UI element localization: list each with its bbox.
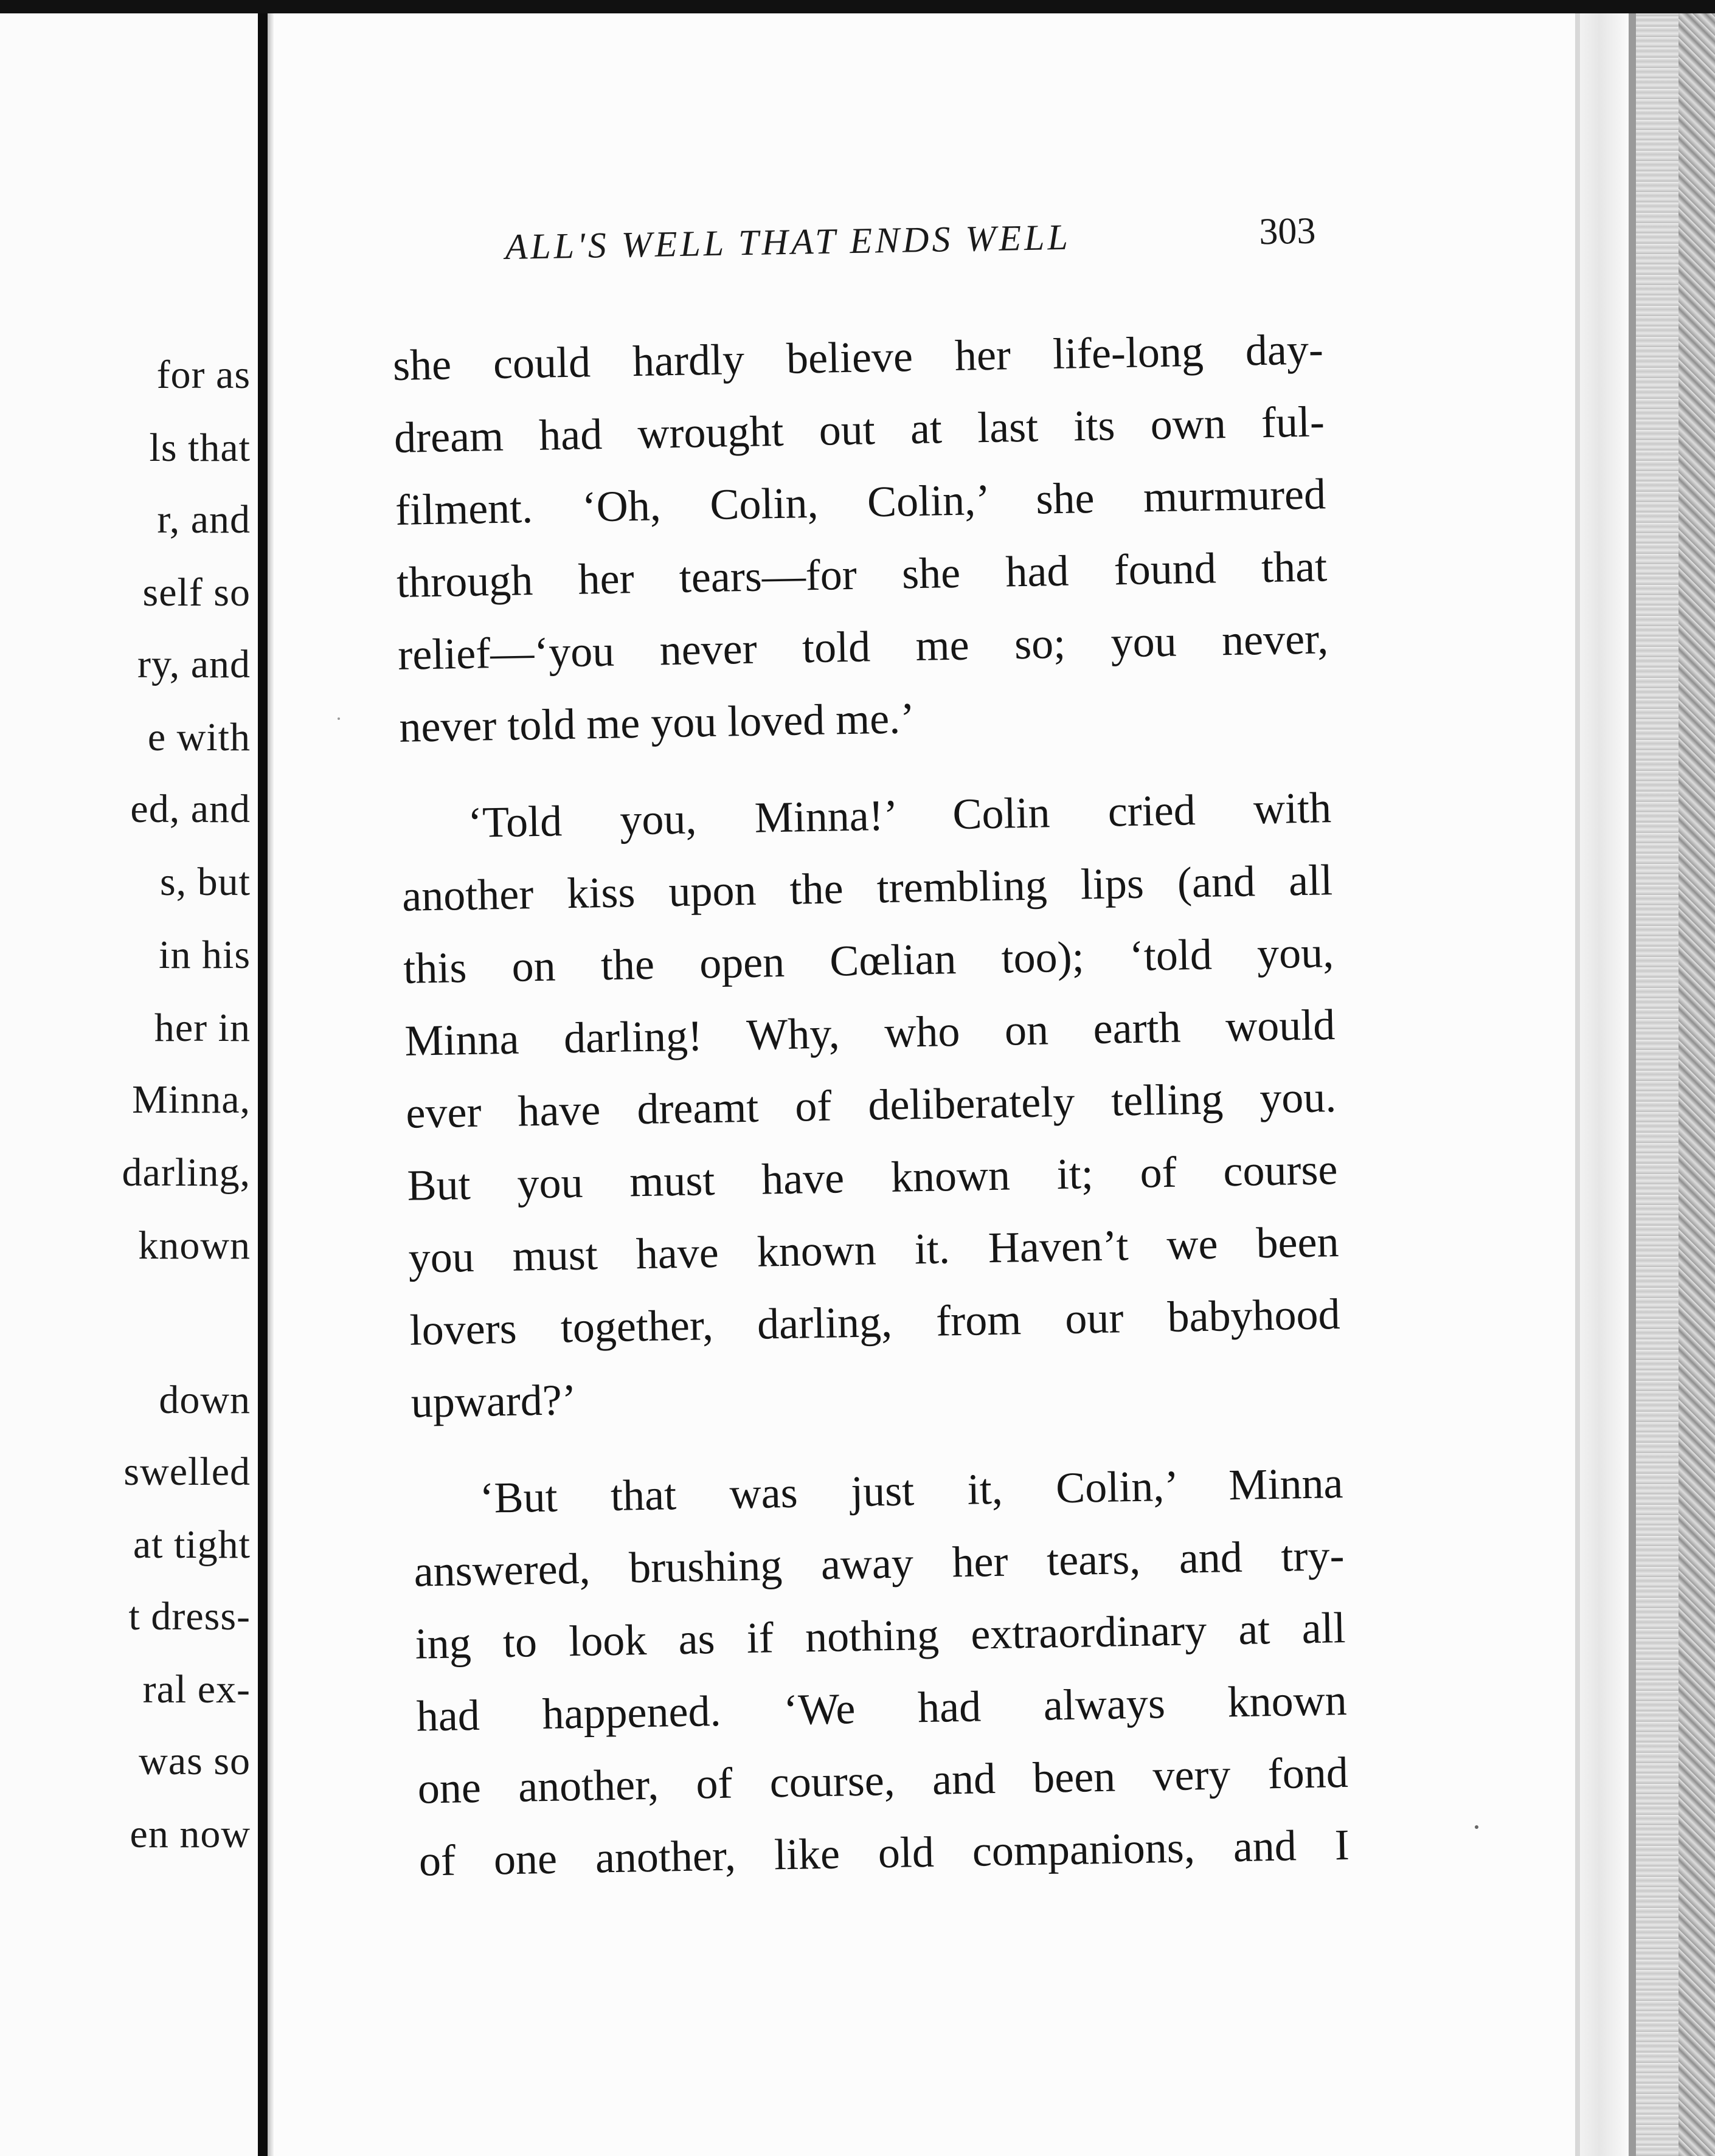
left-page-line: ed, and — [130, 787, 251, 831]
left-page-line: s, but — [159, 860, 251, 904]
left-page-line: swelled — [123, 1449, 251, 1494]
left-page-line: known — [138, 1223, 251, 1268]
left-page-line: Minna, — [132, 1077, 251, 1122]
left-page-line: ls that — [149, 426, 251, 470]
running-head — [505, 207, 1575, 268]
left-page-line: ry, and — [137, 642, 251, 686]
left-page-line: was so — [139, 1739, 251, 1783]
text-line: through her tears—for she had found that — [396, 542, 1328, 607]
text-line: answered, brushing away her tears, and try- — [413, 1530, 1345, 1596]
text-line: this on the open Cœlian too); ‘told you, — [403, 928, 1334, 993]
marbled-endpaper — [1679, 13, 1715, 2156]
left-page-line: in his — [159, 933, 251, 977]
right-page — [274, 13, 1575, 2156]
left-page-line: t dress- — [128, 1594, 251, 1639]
dust-speck — [338, 717, 340, 720]
page-edge — [1575, 13, 1580, 2156]
left-page-line: ral ex- — [142, 1667, 251, 1712]
dust-speck — [1475, 1825, 1478, 1829]
text-line: But you must have known it; of course — [406, 1145, 1339, 1210]
left-page-line: r, and — [157, 497, 251, 542]
text-line: of one another, like old companions, and I — [418, 1820, 1350, 1885]
text-line: had happened. ‘We had always known — [416, 1675, 1348, 1741]
text-line: ‘Told you, Minna!’ Colin cried with — [467, 783, 1332, 847]
left-page-line: e with — [147, 715, 251, 759]
page-number: 303 — [1258, 210, 1316, 253]
gutter-shade — [268, 13, 274, 2156]
text-line: ever have dreamt of deliberately telling you. — [405, 1073, 1337, 1138]
text-line: ing to look as if nothing extraordinary at all — [415, 1603, 1346, 1668]
text-line: upward?’ — [411, 1375, 577, 1427]
text-line: never told me you loved me.’ — [398, 694, 915, 751]
text-line: filment. ‘Oh, Colin, Colin,’ she murmured — [395, 469, 1326, 534]
board-edge — [1629, 13, 1636, 2156]
text-line: relief—‘you never told me so; you never, — [397, 614, 1329, 679]
text-line: another kiss upon the trembling lips (and all — [401, 855, 1333, 921]
left-page-line: en now — [130, 1812, 251, 1856]
page-edge-shadow — [1580, 13, 1629, 2156]
text-line: you must have known it. Haven’t we been — [407, 1217, 1340, 1282]
top-dark-strip — [0, 0, 1715, 13]
body-text — [392, 313, 1350, 1897]
left-page-line: darling, — [122, 1150, 251, 1195]
left-page-line: self so — [142, 570, 251, 615]
left-page-line: for as — [156, 353, 251, 397]
running-head-title: ALL'S WELL THAT ENDS WELL — [505, 216, 1072, 267]
text-line: lovers together, darling, from our babyhood — [409, 1290, 1341, 1355]
text-line: she could hardly believe her life-long day- — [392, 325, 1324, 390]
left-page — [0, 13, 258, 2156]
left-page-line: down — [159, 1378, 251, 1422]
left-page-line: her in — [154, 1006, 251, 1050]
fore-edge-pages — [1636, 13, 1679, 2156]
left-page-line: at tight — [133, 1522, 251, 1567]
text-line: ‘But that was just it, Colin,’ Minna — [479, 1459, 1344, 1522]
text-line: dream had wrought out at last its own ful- — [393, 397, 1325, 462]
text-line: Minna darling! Why, who on earth would — [404, 1000, 1336, 1065]
text-line: one another, of course, and been very fond — [417, 1747, 1349, 1813]
gutter-shadow — [258, 13, 268, 2156]
